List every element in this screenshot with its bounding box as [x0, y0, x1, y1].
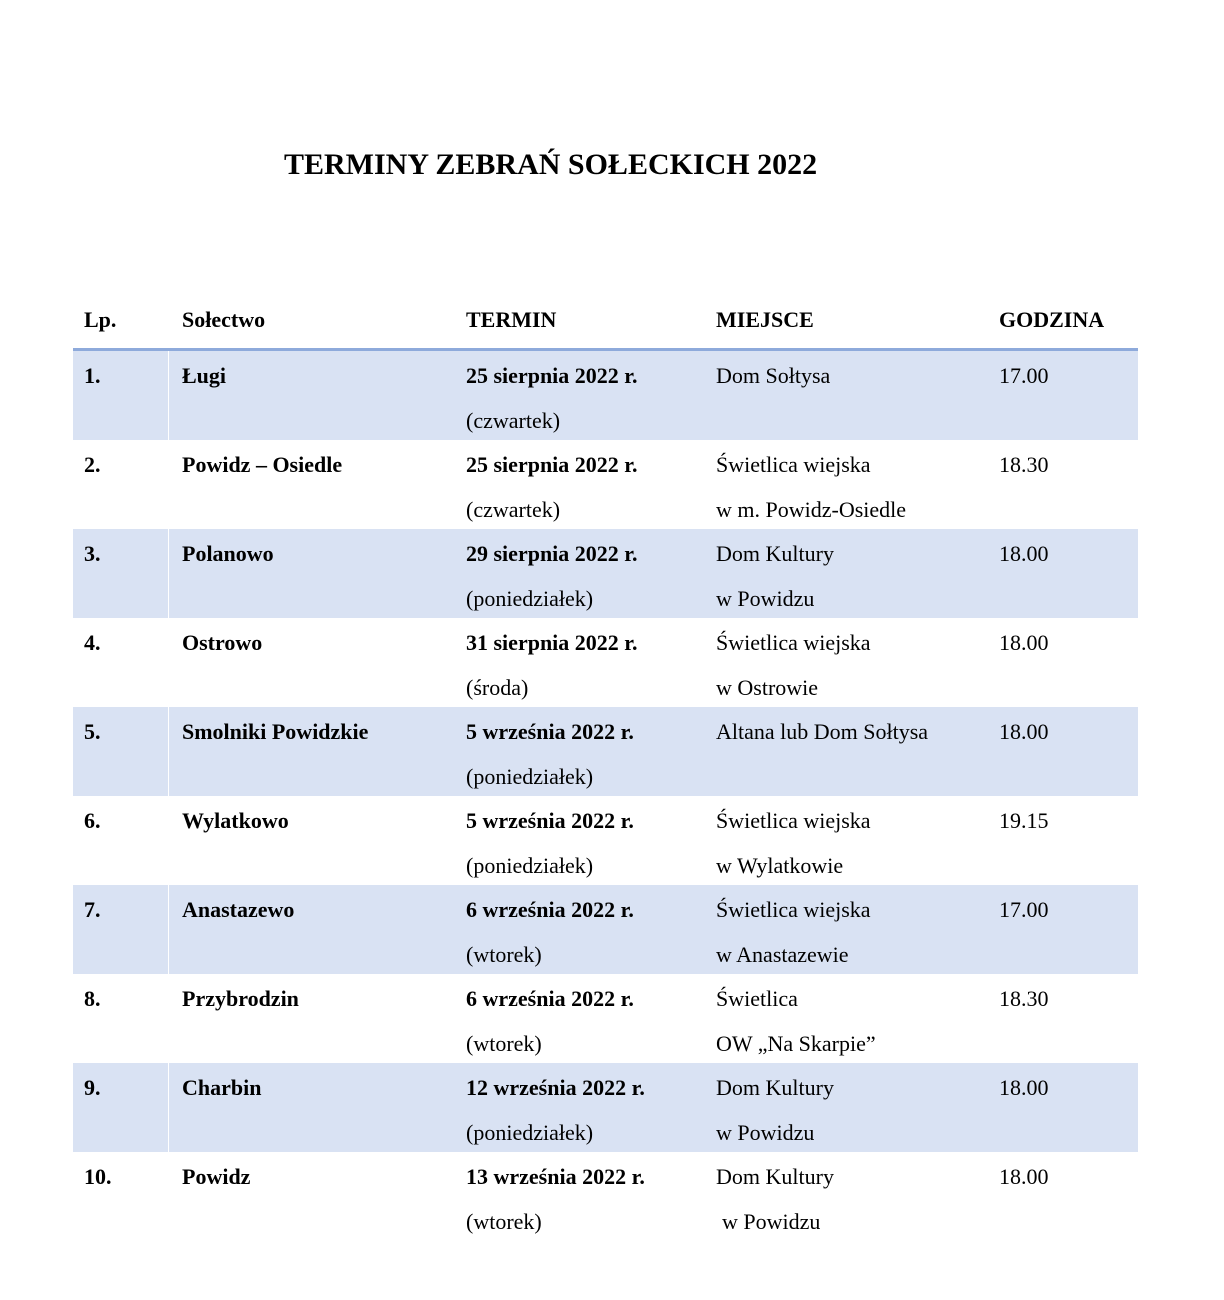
row-place-line2: w m. Powidz-Osiedle: [716, 496, 907, 522]
row-date: 5 września 2022 r.: [466, 719, 634, 744]
row-place-line2: OW „Na Skarpie”: [716, 1030, 876, 1056]
row-termin: [453, 796, 703, 885]
row-miejsce: [703, 440, 986, 529]
row-solectwo: Ostrowo: [182, 630, 263, 655]
page-title: TERMINY ZEBRAŃ SOŁECKICH 2022: [284, 148, 818, 181]
row-date: 5 września 2022 r.: [466, 808, 634, 833]
row-date: 25 sierpnia 2022 r.: [466, 363, 638, 388]
row-solectwo: Charbin: [182, 1075, 262, 1100]
row-weekday: (środa): [466, 674, 529, 700]
row-termin: [453, 1152, 703, 1241]
row-solectwo: Ługi: [182, 363, 227, 388]
row-number: 5.: [73, 707, 169, 796]
row-place-line1: Altana lub Dom Sołtysa: [716, 719, 929, 744]
row-godzina: 18.30: [999, 986, 1049, 1011]
row-miejsce: [703, 1152, 986, 1241]
row-termin: [453, 974, 703, 1063]
row-weekday: (poniedziałek): [466, 763, 594, 789]
row-date: 12 września 2022 r.: [466, 1075, 645, 1100]
table-row: [73, 885, 1138, 974]
row-place-line2: w Powidzu: [722, 1208, 821, 1234]
row-number: 8.: [84, 986, 101, 1011]
row-miejsce: [703, 351, 986, 440]
row-place-line1: Świetlica wiejska: [716, 630, 871, 655]
row-number: 2.: [84, 452, 101, 477]
table-row: [73, 1152, 1138, 1241]
row-number: 10.: [84, 1164, 112, 1189]
table-row: [73, 1063, 1138, 1152]
row-termin: [453, 885, 703, 974]
row-place-line2: w Powidzu: [716, 1119, 815, 1145]
row-termin: [453, 351, 703, 440]
row-place-line2: w Wylatkowie: [716, 852, 844, 878]
row-godzina: 17.00: [999, 897, 1049, 922]
row-place-line1: Dom Kultury: [716, 1075, 834, 1100]
row-miejsce: [703, 618, 986, 707]
row-solectwo: Przybrodzin: [182, 986, 299, 1011]
row-date: 6 września 2022 r.: [466, 897, 634, 922]
row-date: 6 września 2022 r.: [466, 986, 634, 1011]
row-weekday: (poniedziałek): [466, 1119, 594, 1145]
row-number: 4.: [84, 630, 101, 655]
row-solectwo: Smolniki Powidzkie: [182, 719, 369, 744]
header-miejsce: MIEJSCE: [716, 307, 814, 332]
row-date: 31 sierpnia 2022 r.: [466, 630, 638, 655]
row-place-line2: w Anastazewie: [716, 941, 849, 967]
table-header: [73, 300, 1138, 351]
row-godzina: 19.15: [999, 808, 1049, 833]
row-weekday: (wtorek): [466, 941, 542, 967]
row-place-line1: Świetlica wiejska: [716, 897, 871, 922]
row-number: 1.: [73, 351, 169, 440]
header-solectwo: Sołectwo: [182, 307, 266, 332]
row-place-line1: Dom Kultury: [716, 1164, 834, 1189]
row-miejsce: [703, 707, 986, 796]
row-date: 29 sierpnia 2022 r.: [466, 541, 638, 566]
table-row: [73, 440, 1138, 529]
row-weekday: (poniedziałek): [466, 585, 594, 611]
row-godzina: 18.00: [999, 541, 1049, 566]
row-godzina: 18.30: [999, 452, 1049, 477]
row-place-line1: Świetlica wiejska: [716, 452, 871, 477]
row-weekday: (poniedziałek): [466, 852, 594, 878]
meetings-table: [73, 300, 1138, 1241]
row-termin: [453, 529, 703, 618]
table-row: [73, 351, 1138, 440]
row-miejsce: [703, 1063, 986, 1152]
row-weekday: (wtorek): [466, 1030, 542, 1056]
row-solectwo: Wylatkowo: [182, 808, 289, 833]
row-place-line1: Dom Kultury: [716, 541, 834, 566]
row-number: 7.: [73, 885, 169, 974]
row-miejsce: [703, 974, 986, 1063]
row-place-line1: Dom Sołtysa: [716, 363, 831, 388]
table-row: [73, 618, 1138, 707]
header-termin: TERMIN: [466, 307, 557, 332]
row-godzina: 18.00: [999, 1075, 1049, 1100]
row-place-line2: w Powidzu: [716, 585, 815, 611]
row-miejsce: [703, 885, 986, 974]
row-godzina: 17.00: [999, 363, 1049, 388]
row-solectwo: Polanowo: [182, 541, 274, 566]
header-lp: Lp.: [84, 307, 117, 332]
row-godzina: 18.00: [999, 630, 1049, 655]
row-place-line1: Świetlica wiejska: [716, 808, 871, 833]
row-termin: [453, 440, 703, 529]
row-date: 25 sierpnia 2022 r.: [466, 452, 638, 477]
row-place-line2: w Ostrowie: [716, 674, 819, 700]
table-row: [73, 707, 1138, 796]
row-place-line1: Świetlica: [716, 986, 798, 1011]
row-miejsce: [703, 529, 986, 618]
row-solectwo: Anastazewo: [182, 897, 295, 922]
row-solectwo: Powidz – Osiedle: [182, 452, 343, 477]
row-weekday: (czwartek): [466, 407, 561, 433]
table-row: [73, 974, 1138, 1063]
table-row: [73, 529, 1138, 618]
row-weekday: (czwartek): [466, 496, 561, 522]
row-godzina: 18.00: [999, 1164, 1049, 1189]
row-date: 13 września 2022 r.: [466, 1164, 645, 1189]
row-termin: [453, 707, 703, 796]
row-termin: [453, 618, 703, 707]
row-godzina: 18.00: [999, 719, 1049, 744]
row-termin: [453, 1063, 703, 1152]
row-number: 9.: [73, 1063, 169, 1152]
row-number: 6.: [84, 808, 101, 833]
row-weekday: (wtorek): [466, 1208, 542, 1234]
row-miejsce: [703, 796, 986, 885]
row-solectwo: Powidz: [182, 1164, 251, 1189]
table-row: [73, 796, 1138, 885]
row-number: 3.: [73, 529, 169, 618]
header-godzina: GODZINA: [999, 307, 1105, 332]
